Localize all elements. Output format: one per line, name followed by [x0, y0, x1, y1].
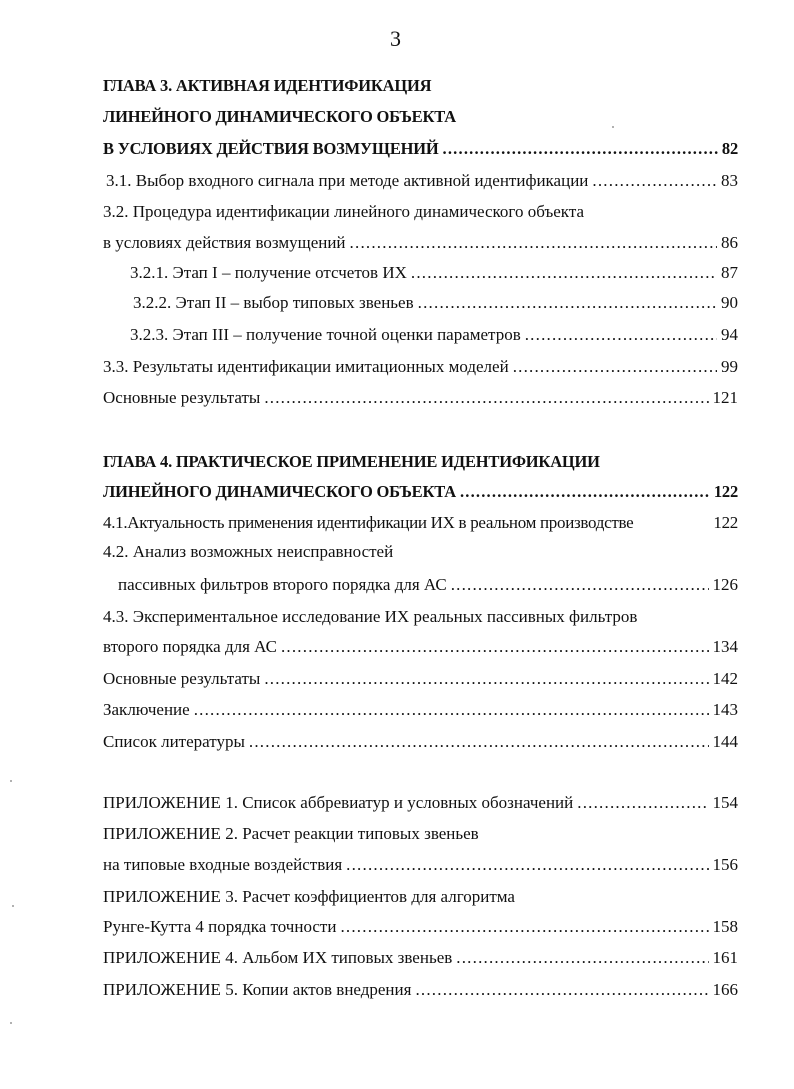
dot-leader	[513, 356, 717, 378]
toc-entry[interactable]	[103, 699, 738, 721]
toc-entry-text: ПРИЛОЖЕНИЕ 4. Альбом ИХ типовых звеньев	[103, 948, 453, 967]
dot-leader	[525, 324, 717, 346]
dot-leader	[443, 138, 718, 160]
dot-leader	[346, 854, 708, 876]
scan-speck	[12, 905, 14, 907]
toc-chapter-heading	[103, 75, 738, 97]
toc-entry-text: ГЛАВА 3. АКТИВНАЯ ИДЕНТИФИКАЦИЯ	[103, 76, 432, 95]
toc-page: 158	[712, 917, 738, 936]
page-number: 3	[390, 26, 401, 51]
toc-chapter-heading	[103, 106, 738, 128]
toc-page: 161	[712, 948, 738, 967]
toc-page: 144	[712, 732, 738, 751]
toc-entry[interactable]	[103, 387, 738, 409]
toc-page: 122	[713, 482, 738, 501]
toc-entry-text: В УСЛОВИЯХ ДЕЙСТВИЯ ВОЗМУЩЕНИЙ	[103, 139, 439, 158]
toc-entry-text: ПРИЛОЖЕНИЕ 5. Копии актов внедрения	[103, 980, 412, 999]
toc-entry-text: 4.3. Экспериментальное исследование ИХ реальных пассивных фильтров	[103, 607, 638, 626]
toc-subentry[interactable]	[130, 262, 738, 284]
toc-entry[interactable]	[103, 731, 738, 753]
dot-leader	[456, 947, 708, 969]
toc-entry-text: 3.1. Выбор входного сигнала при методе активной идентификации	[106, 171, 589, 190]
toc-entry-text: Заключение	[103, 700, 190, 719]
dot-leader	[418, 292, 717, 314]
toc-entry	[103, 606, 738, 628]
toc-entry[interactable]	[118, 574, 738, 596]
toc-page: 154	[712, 793, 738, 812]
dot-leader	[264, 668, 708, 690]
toc-appendix-entry[interactable]	[103, 916, 738, 938]
dot-leader	[350, 232, 717, 254]
toc-chapter-heading	[103, 451, 738, 473]
scan-speck	[10, 780, 12, 782]
toc-entry-text: на типовые входные воздействия	[103, 855, 343, 874]
toc-entry[interactable]	[103, 356, 738, 378]
toc-entry-text: Основные результаты	[103, 669, 261, 688]
toc-page: 166	[712, 980, 738, 999]
toc-entry-text: Рунге-Кутта 4 порядка точности	[103, 917, 337, 936]
toc-appendix-entry[interactable]	[103, 854, 738, 876]
toc-page: 83	[721, 171, 738, 190]
toc-entry-text: второго порядка для АС	[103, 637, 277, 656]
toc-entry-text: ПРИЛОЖЕНИЕ 3. Расчет коэффициентов для алгоритма	[103, 887, 515, 906]
toc-chapter-entry[interactable]	[103, 138, 738, 160]
toc-entry-text: ПРИЛОЖЕНИЕ 2. Расчет реакции типовых звеньев	[103, 824, 479, 843]
scan-speck	[612, 126, 614, 128]
dot-leader	[592, 170, 717, 192]
toc-page: 94	[721, 325, 738, 344]
toc-entry[interactable]	[103, 232, 738, 254]
toc-entry-text: Основные результаты	[103, 388, 261, 407]
toc-entry[interactable]	[103, 668, 738, 690]
toc-page: 87	[721, 263, 738, 282]
toc-entry-text: ГЛАВА 4. ПРАКТИЧЕСКОЕ ПРИМЕНЕНИЕ ИДЕНТИФИКАЦИИ	[103, 452, 600, 471]
toc-page: 126	[712, 575, 738, 594]
toc-page: 134	[712, 637, 738, 656]
toc-entry-text: ПРИЛОЖЕНИЕ 1. Список аббревиатур и условных обозначений	[103, 793, 574, 812]
toc-page: 156	[712, 855, 738, 874]
dot-leader	[415, 979, 708, 1001]
toc-appendix-entry	[103, 886, 738, 908]
toc-entry-text: 3.2.3. Этап III – получение точной оценки параметров	[130, 325, 521, 344]
toc-entry	[103, 541, 738, 563]
toc-subentry[interactable]	[130, 324, 738, 346]
dot-leader	[451, 574, 709, 596]
toc-entry-text: в условиях действия возмущений	[103, 233, 346, 252]
toc-appendix-entry[interactable]	[103, 979, 738, 1001]
scan-speck	[10, 1022, 12, 1024]
dot-leader	[411, 262, 717, 284]
toc-entry-text: пассивных фильтров второго порядка для АС	[118, 575, 447, 594]
toc-appendix-entry[interactable]	[103, 947, 738, 969]
toc-entry-text: 4.2. Анализ возможных неисправностей	[103, 542, 394, 561]
toc-page: 142	[712, 669, 738, 688]
toc-page: 122	[713, 513, 738, 532]
toc-entry-text: 3.2.2. Этап II – выбор типовых звеньев	[133, 293, 414, 312]
dot-leader	[194, 699, 709, 721]
dot-leader	[460, 481, 710, 503]
dot-leader	[281, 636, 709, 658]
toc-entry-text: 3.3. Результаты идентификации имитационных моделей	[103, 357, 509, 376]
toc-entry[interactable]	[103, 512, 738, 534]
toc-entry-text: ЛИНЕЙНОГО ДИНАМИЧЕСКОГО ОБЪЕКТА	[103, 482, 456, 501]
toc-page: 143	[712, 700, 738, 719]
dot-leader	[249, 731, 709, 753]
toc-entry[interactable]	[106, 170, 738, 192]
dot-leader	[340, 916, 708, 938]
toc-page: 121	[712, 388, 738, 407]
toc-appendix-entry	[103, 823, 738, 845]
toc-page: 86	[721, 233, 738, 252]
toc-page: 82	[721, 139, 738, 158]
toc-page: 90	[721, 293, 738, 312]
toc-subentry[interactable]	[133, 292, 738, 314]
toc-appendix-entry[interactable]	[103, 792, 738, 814]
toc-entry	[103, 201, 738, 223]
toc-entry-text: Список литературы	[103, 732, 245, 751]
toc-entry[interactable]	[103, 636, 738, 658]
toc-entry-text: 3.2.1. Этап I – получение отсчетов ИХ	[130, 263, 407, 282]
toc-entry-text: 4.1.Актуальность применения идентификации ИХ в реальном производстве	[103, 513, 634, 532]
toc-page: 99	[721, 357, 738, 376]
dot-leader	[264, 387, 708, 409]
dot-leader	[577, 792, 708, 814]
toc-entry-text: ЛИНЕЙНОГО ДИНАМИЧЕСКОГО ОБЪЕКТА	[103, 107, 456, 126]
toc-chapter-entry[interactable]	[103, 481, 738, 503]
toc-entry-text: 3.2. Процедура идентификации линейного динамического объекта	[103, 202, 585, 221]
